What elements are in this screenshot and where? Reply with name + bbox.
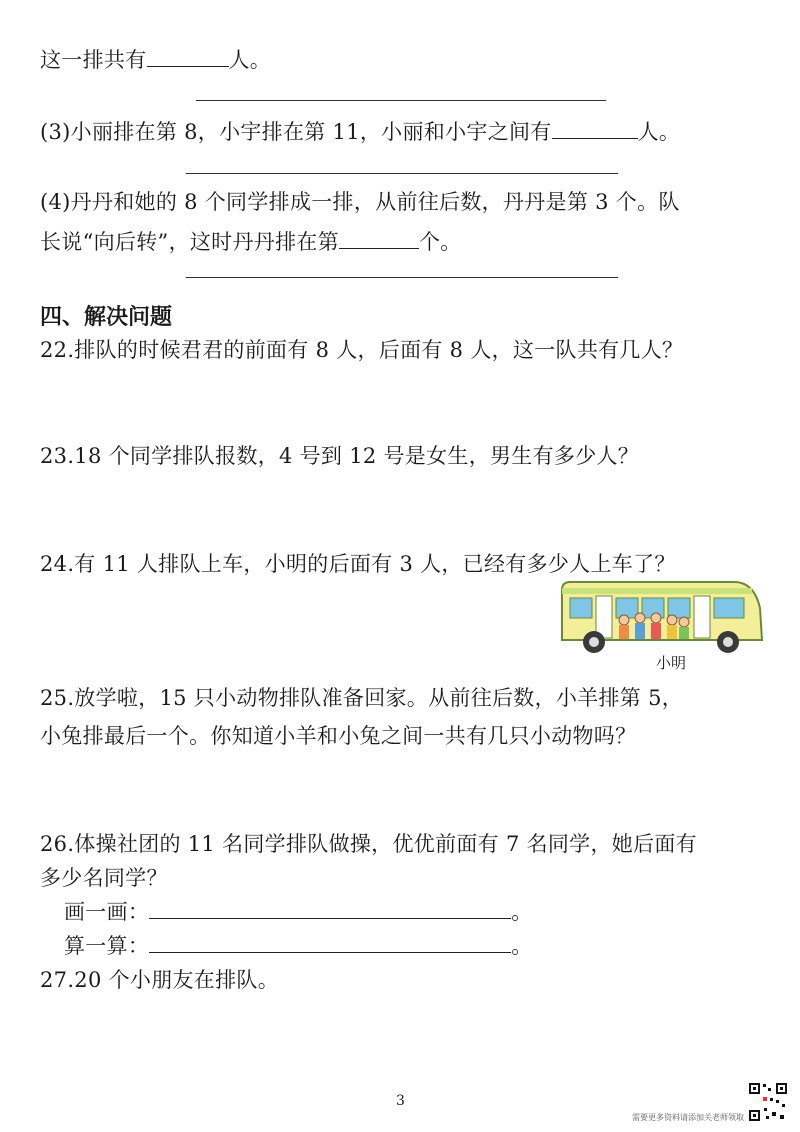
answer-line[interactable]	[186, 277, 618, 278]
answer-blank[interactable]	[339, 230, 419, 249]
question-27: 27.20 个小朋友在排队。	[40, 968, 279, 992]
question-24: 24.有 11 人排队上车，小明的后面有 3 人，已经有多少人上车了？	[40, 552, 676, 576]
question-26-line1: 26.体操社团的 11 名同学排队做操，优优前面有 7 名同学，她后面有	[40, 832, 697, 856]
question-26-line2: 多少名同学？	[40, 866, 168, 890]
q21-part3-post: 人。	[637, 120, 681, 144]
q21-part3-pre: (3)小丽排在第 8，小宇排在第 11，小丽和小宇之间有	[40, 120, 552, 144]
q21-part4-line1: (4)丹丹和她的 8 个同学排成一排，从前往后数，丹丹是第 3 个。队	[40, 190, 680, 214]
calc-label: 算一算：	[64, 934, 150, 958]
section-title: 四、解决问题	[40, 305, 173, 330]
q21-line2	[40, 44, 271, 74]
bus-icon	[558, 578, 768, 658]
q21-line2-post: 人。	[228, 48, 272, 72]
page-number: 3	[396, 1093, 405, 1109]
draw-label: 画一画：	[64, 900, 150, 924]
answer-line[interactable]	[196, 100, 606, 101]
answer-line[interactable]	[186, 173, 618, 174]
question-23: 23.18 个同学排队报数，4 号到 12 号是女生，男生有多少人？	[40, 444, 640, 468]
draw-answer-line[interactable]	[149, 900, 511, 919]
question-22: 22.排队的时候君君的前面有 8 人，后面有 8 人，这一队共有几人？	[40, 338, 684, 362]
q21-part4-pre: 长说“向后转”，这时丹丹排在第	[40, 230, 339, 254]
calc-end-mark: 。	[511, 934, 533, 958]
draw-row	[64, 896, 533, 926]
q21-part3	[40, 116, 680, 146]
question-25-line2: 小兔排最后一个。你知道小羊和小兔之间一共有几只小动物吗？	[40, 724, 637, 748]
qr-code-icon	[748, 1082, 788, 1122]
q21-part4-post: 个。	[418, 230, 462, 254]
calc-row	[64, 930, 533, 960]
xiaoming-caption: 小明	[656, 654, 687, 672]
q21-line2-pre: 这一排共有	[40, 48, 147, 72]
footer-note: 需要更多资料请添加关老师领取	[632, 1113, 744, 1122]
question-25-line1: 25.放学啦，15 只小动物排队准备回家。从前往后数，小羊排第 5，	[40, 686, 684, 710]
answer-blank[interactable]	[147, 48, 229, 67]
calc-answer-line[interactable]	[149, 934, 511, 953]
q21-part4-line2	[40, 226, 462, 256]
draw-end-mark: 。	[511, 900, 533, 924]
answer-blank[interactable]	[552, 120, 638, 139]
